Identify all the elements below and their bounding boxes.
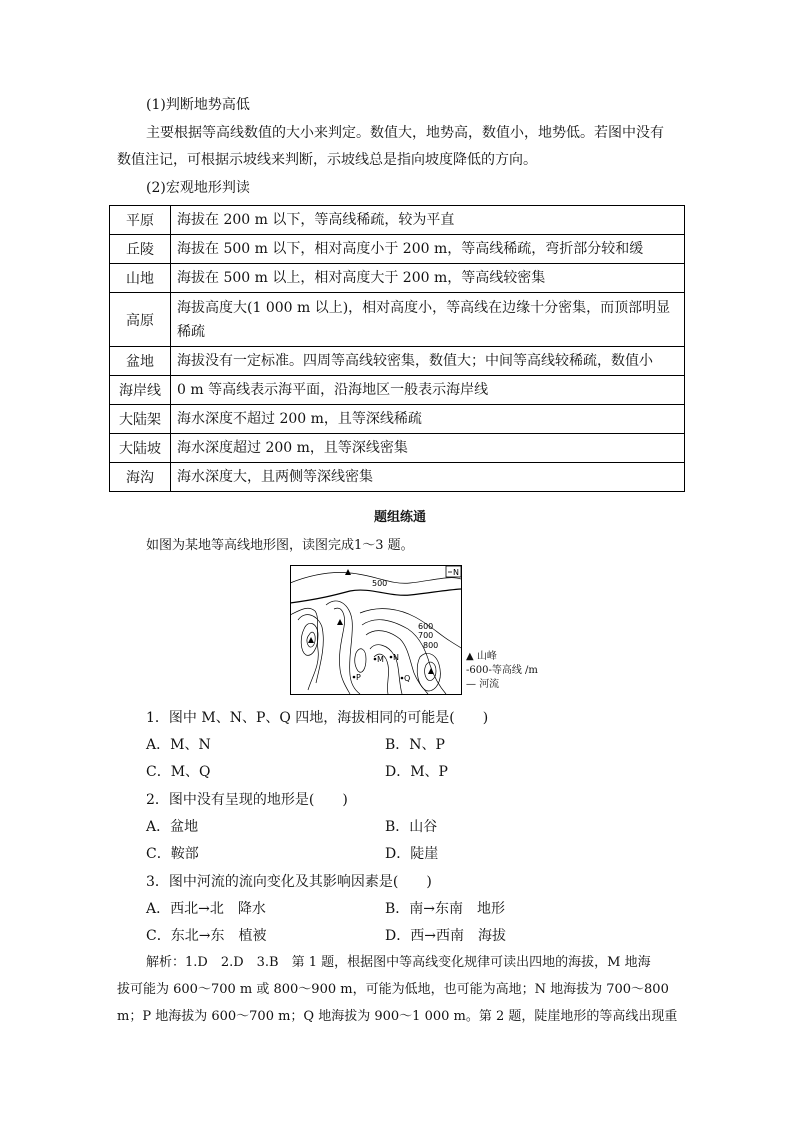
question-1-option-d[interactable]: D．M、P [385, 764, 448, 780]
terrain-name: 海沟 [110, 463, 171, 492]
table-row [110, 434, 685, 463]
terrain-name: 大陆架 [110, 405, 171, 434]
point-n-marker [390, 656, 393, 659]
terrain-desc: 海水深度超过 200 m，且等深线密集 [171, 434, 685, 463]
question-3-option-d[interactable]: D．西→西南 海拔 [385, 928, 506, 944]
point-q-marker [401, 677, 404, 680]
analysis-line3: m；P 地海拔为 600～700 m；Q 地海拔为 900～1 000 m。第 2 题，陡崖地形的等高线出现重 [117, 1009, 678, 1024]
table-row [110, 235, 685, 264]
question-2-option-b[interactable]: B．山谷 [385, 819, 438, 835]
terrain-desc: 海拔高度大(1 000 m 以上)，相对高度小，等高线在边缘十分密集，而顶部明显稀疏 [171, 293, 685, 347]
question-3-stem: 3．图中河流的流向变化及其影响因素是( ) [146, 874, 432, 890]
analysis-line1: 解析：1.D 2.D 3.B 第 1 题，根据图中等高线变化规律可读出四地的海拔，M 地海 [146, 955, 651, 970]
table-row [110, 293, 685, 347]
point-q-label: Q [404, 674, 411, 683]
table-row [110, 463, 685, 492]
practice-title: 题组练通 [374, 510, 427, 525]
contour-label-700: 700 [418, 631, 434, 640]
terrain-desc: 海拔在 200 m 以下，等高线稀疏，较为平直 [171, 206, 685, 235]
terrain-desc: 海拔没有一定标准。四周等高线较密集，数值大；中间等高线较稀疏，数值小 [171, 347, 685, 376]
contour-label-600: 600 [418, 622, 434, 631]
question-3-option-a[interactable]: A．西北→北 降水 [146, 901, 266, 917]
peak-icon: ▲ [466, 651, 474, 662]
contour-map [290, 565, 462, 695]
contour-map-svg [290, 565, 462, 695]
point-m-marker [374, 658, 377, 661]
point-m-label: M [377, 655, 384, 664]
terrain-name: 高原 [110, 293, 171, 347]
question-1-option-b[interactable]: B．N、P [385, 737, 445, 753]
point-p-label: P [356, 673, 361, 682]
terrain-desc: 海拔在 500 m 以上，相对高度大于 200 m，等高线较密集 [171, 264, 685, 293]
legend-contour-sample: -600- [466, 665, 492, 676]
terrain-desc: 海水深度大，且两侧等深线密集 [171, 463, 685, 492]
terrain-name: 盆地 [110, 347, 171, 376]
map-legend [466, 650, 538, 692]
point-n-label: N [393, 653, 399, 662]
legend-peak [466, 650, 538, 664]
question-2-option-d[interactable]: D．陡崖 [385, 846, 439, 862]
terrain-name: 丘陵 [110, 235, 171, 264]
question-2-stem: 2．图中没有呈现的地形是( ) [146, 792, 348, 808]
legend-contour-label: 等高线 /m [491, 665, 538, 676]
terrain-name: 平原 [110, 206, 171, 235]
legend-contour [466, 664, 538, 678]
section2-heading: (2)宏观地形判读 [146, 180, 250, 196]
question-1-stem: 1．图中 M、N、P、Q 四地，海拔相同的可能是( ) [146, 710, 489, 726]
question-1-option-a[interactable]: A．M、N [146, 737, 211, 753]
north-label: N [453, 568, 459, 577]
terrain-desc: 海水深度不超过 200 m，且等深线稀疏 [171, 405, 685, 434]
terrain-name: 海岸线 [110, 376, 171, 405]
legend-peak-label: 山峰 [476, 651, 497, 662]
terrain-desc: 0 m 等高线表示海平面，沿海地区一般表示海岸线 [171, 376, 685, 405]
contour-label-500: 500 [372, 579, 388, 588]
point-p-marker [353, 676, 356, 679]
river-icon: — [466, 679, 476, 690]
table-row [110, 264, 685, 293]
table-row [110, 206, 685, 235]
terrain-table [109, 205, 685, 492]
analysis-line2: 拔可能为 600～700 m 或 800～900 m，可能为低地，也可能为高地；N 地海拔为 700～800 [117, 982, 669, 997]
question-2-option-a[interactable]: A．盆地 [146, 819, 199, 835]
practice-intro: 如图为某地等高线地形图，读图完成1～3 题。 [146, 538, 414, 553]
question-2-option-c[interactable]: C．鞍部 [146, 846, 199, 862]
question-3-option-c[interactable]: C．东北→东 植被 [146, 928, 267, 944]
section1-heading: (1)判断地势高低 [146, 97, 250, 113]
legend-river-label: 河流 [479, 679, 500, 690]
question-3-option-b[interactable]: B．南→东南 地形 [385, 901, 506, 917]
contour-label-800: 800 [423, 641, 439, 650]
section1-text-line1: 主要根据等高线数值的大小来判定。数值大，地势高，数值小，地势低。若图中没有 [146, 125, 664, 141]
legend-river [466, 678, 538, 692]
table-row [110, 347, 685, 376]
table-row [110, 376, 685, 405]
section1-text-line2: 数值注记，可根据示坡线来判断，示坡线总是指向坡度降低的方向。 [117, 152, 537, 168]
table-row [110, 405, 685, 434]
terrain-desc: 海拔在 500 m 以下，相对高度小于 200 m，等高线稀疏，弯折部分较和缓 [171, 235, 685, 264]
question-1-option-c[interactable]: C．M、Q [146, 764, 211, 780]
terrain-name: 大陆坡 [110, 434, 171, 463]
terrain-name: 山地 [110, 264, 171, 293]
